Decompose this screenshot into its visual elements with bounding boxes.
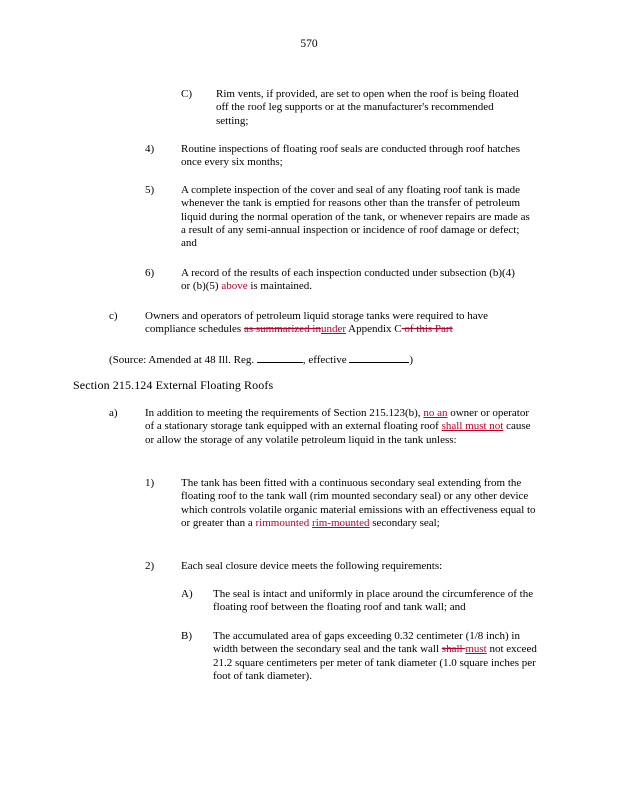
item-text — [145, 310, 527, 337]
deleted-text: as summarized in — [243, 323, 321, 336]
item-text: Each seal closure device meets the following requirements: — [181, 560, 443, 572]
text-segment: secondary seal; — [369, 516, 440, 529]
text-segment: , effective — [302, 354, 350, 366]
item-text: A complete inspection of the cover and seal of any floating roof tank is made whenever the tank is emptied for reasons other than the transfer of petroleum liquid during the normal operation of the tank, or whenever repairs are made as a result of any semi-annual inspection or incidence of roof damage or defect; and — [181, 184, 530, 250]
text-segment: owner or operator of a stationary storage tank equipped with an external floating roof — [145, 407, 530, 433]
text-segment: cause or allow the storage of any volatile petroleum liquid in the tank unless: — [145, 420, 531, 446]
deleted-text: shall — [441, 643, 466, 656]
item-label: B) — [181, 630, 192, 642]
item-label: 4) — [145, 143, 155, 155]
item-label: 6) — [145, 267, 155, 279]
inserted-text: under — [320, 323, 346, 336]
blank-line — [349, 352, 409, 363]
item-label: 2) — [145, 560, 155, 572]
item-text — [181, 477, 537, 530]
inserted-text: no an — [423, 407, 448, 419]
text-segment: The accumulated area of gaps exceeding 0.32 centimeter (1/8 inch) in width between the secondary seal and the tank wall — [213, 630, 520, 656]
source-note — [109, 352, 509, 367]
item-label: C) — [181, 88, 192, 100]
inserted-text: shall must not — [441, 420, 504, 433]
text-segment: (Source: Amended at 48 Ill. Reg. — [109, 354, 257, 366]
item-text: The seal is intact and uniformly in place around the circumference of the floating roof between the floating roof and tank wall; and — [213, 588, 534, 614]
page-number: 570 — [300, 38, 318, 50]
deleted-text: of this Part — [401, 323, 453, 336]
item-text: Routine inspections of floating roof seals are conducted through roof hatches once every six months; — [181, 143, 521, 169]
item-text — [145, 407, 537, 447]
text-segment: Owners and operators of petroleum liquid storage tanks were required to have compliance schedules — [145, 310, 489, 336]
text-segment: ) — [409, 354, 414, 366]
item-label: a) — [109, 407, 118, 419]
item-label: 1) — [145, 477, 155, 489]
text-segment: is maintained. — [247, 280, 313, 293]
text-segment: A record of the results of each inspection conducted under subsection (b)(4) or (b)(5) — [181, 267, 515, 293]
item-label: 5) — [145, 184, 155, 196]
amendment-text: above — [221, 280, 248, 293]
section-heading: Section 215.124 External Floating Roofs — [73, 378, 274, 392]
inserted-text: must — [465, 643, 487, 656]
text-segment: not exceed 21.2 square centimeters per meter of tank diameter (1.0 square inches per foot of tank diameter). — [213, 643, 537, 682]
item-label: A) — [181, 588, 193, 600]
inserted-text: rim-mounted — [312, 516, 370, 529]
item-text: Rim vents, if provided, are set to open when the roof is being floated off the roof leg supports or at the manufacturer's recommended setting; — [216, 88, 519, 127]
item-text — [181, 267, 521, 294]
text-segment: Appendix C — [346, 323, 402, 336]
blank-line — [257, 352, 303, 363]
text-segment: The tank has been fitted with a continuous secondary seal extending from the floating roof to the tank wall (rim mounted secondary seal) or any other device which controls volatile organic material emissions with an effectiveness equal to or greater than a — [181, 477, 536, 529]
item-text — [213, 630, 539, 683]
text-segment: In addition to meeting the requirements of Section 215.123(b), — [145, 407, 424, 419]
item-label: c) — [109, 310, 118, 322]
amendment-text: rimmounted — [255, 516, 310, 529]
